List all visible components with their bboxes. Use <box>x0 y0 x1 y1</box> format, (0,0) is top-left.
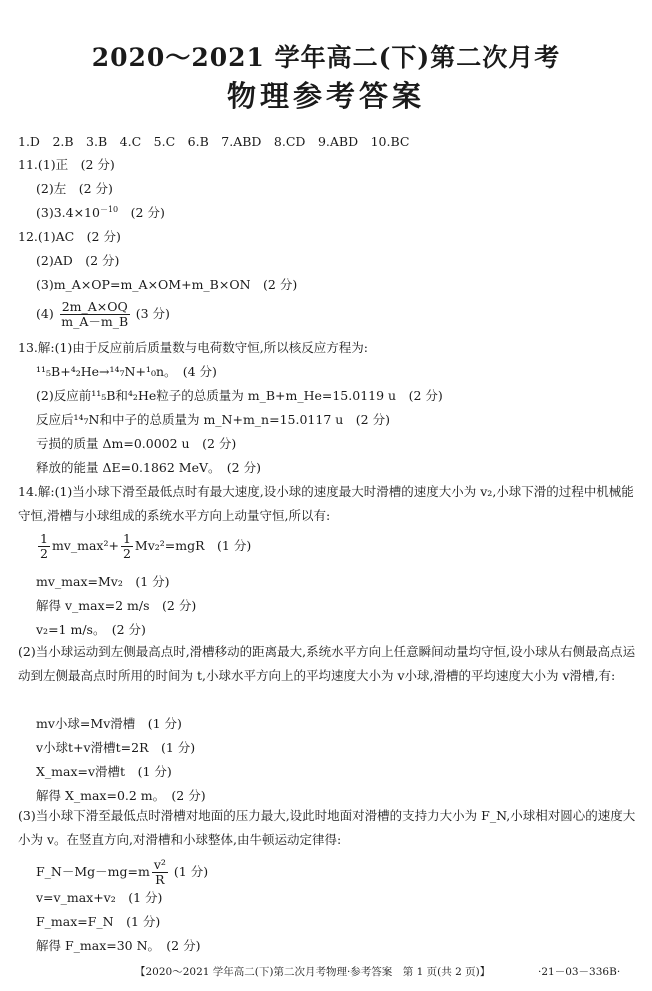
document-code: ·21－03－336B· <box>538 966 621 978</box>
page-footer: 【2020～2021 学年高二(下)第二次月考物理·参考答案 第 1 页(共 2 页)】 <box>135 966 491 978</box>
q14-distance-equation: v小球t+v滑槽t=2R (1 分) <box>36 740 196 755</box>
q14-xmax-equation: X_max=v滑槽t (1 分) <box>36 764 172 779</box>
q14-half-numerator: 1 <box>40 531 48 546</box>
q12-part3: (3)m_A×OP=m_A×OM+m_B×ON (2 分) <box>36 277 298 292</box>
answer-key-heading: 物理参考答案 <box>226 79 425 113</box>
q11-part3-exponent: －10 <box>99 204 119 214</box>
q14-fmax-result: 解得 F_max=30 N。 (2 分) <box>36 938 201 953</box>
q12-part4-numerator: 2m_A×OQ <box>61 299 128 314</box>
q14-half-fraction-2 <box>121 532 133 561</box>
q14-newton-lhs: F_N－Mg－mg=m <box>36 864 150 879</box>
q14-newton-equation <box>36 858 208 887</box>
q14-half-denominator: 2 <box>122 546 131 561</box>
q14-energy-equation <box>36 532 251 561</box>
q14-momentum-equation: mv_max=Mv₂ (1 分) <box>36 574 170 589</box>
q12-part4-score: (3 分) <box>135 306 170 321</box>
q14-half-numerator: 1 <box>122 531 131 546</box>
q14-half-denominator: 2 <box>40 546 48 561</box>
q14-v2-result: v₂=1 m/s。 (2 分) <box>36 622 146 637</box>
q12-part2: (2)AD (2 分) <box>36 253 120 268</box>
q12-part1: 12.(1)AC (2 分) <box>18 229 121 244</box>
q13-reaction-equation: ¹¹₅B+⁴₂He→¹⁴₇N+¹₀n。 (4 分) <box>36 364 217 379</box>
multiple-choice-answers: 1.D 2.B 3.B 4.C 5.C 6.B 7.ABD 8.CD 9.ABD 10.BC <box>18 134 410 149</box>
q14-newton-score: (1 分) <box>173 864 209 879</box>
q14-energy-eq-end: Mv₂²=mgR (1 分) <box>134 538 252 553</box>
q14-newton-fraction <box>152 858 168 887</box>
q14-velocity-sum: v=v_max+v₂ (1 分) <box>36 890 163 905</box>
q11-part1: 11.(1)正 (2 分) <box>18 157 115 172</box>
q14-vmax-result: 解得 v_max=2 m/s (2 分) <box>36 598 197 613</box>
q12-part4 <box>36 300 170 329</box>
q14-part2-text: (2)当小球运动到左侧最高点时,滑槽移动的距离最大,系统水平方向上任意瞬间动量均守恒,设小球从右侧最高点运动到左侧最高点时所用的时间为 t,小球水平方向上的平均速度大小为 v小球,滑槽的平均速度大小为 v滑槽,有: <box>18 644 636 683</box>
q13-mass-after: 反应后¹⁴₇N和中子的总质量为 m_N+m_n=15.0117 u (2 分) <box>36 412 390 427</box>
q14-newton-denominator: R <box>155 872 165 887</box>
q13-energy-released: 释放的能量 ΔE=0.1862 MeV。 (2 分) <box>36 460 261 475</box>
q14-avg-momentum-equation: mv小球=Mv滑槽 (1 分) <box>36 716 182 731</box>
q14-part1-text: 14.解:(1)当小球下滑至最低点时有最大速度,设小球的速度最大时滑槽的速度大小为 v₂,小球下滑的过程中机械能守恒,滑槽与小球组成的系统水平方向上动量守恒,所以有: <box>18 484 634 523</box>
q13-intro: 13.解:(1)由于反应前后质量数与电荷数守恒,所以核反应方程为: <box>18 340 368 355</box>
q14-newton-numerator: v² <box>153 857 166 872</box>
q12-part4-label: (4) <box>36 306 54 321</box>
q13-mass-before: (2)反应前¹¹₅B和⁴₂He粒子的总质量为 m_B+m_He=15.0119 u (2 分) <box>36 388 443 403</box>
q11-part2: (2)左 (2 分) <box>36 181 113 196</box>
q14-xmax-result: 解得 X_max=0.2 m。 (2 分) <box>36 788 206 803</box>
q14-half-fraction-1 <box>38 532 50 561</box>
q11-part3 <box>36 205 165 221</box>
q11-part3-score: (2 分) <box>118 205 165 220</box>
q11-part3-base: (3)3.4×10 <box>36 205 100 220</box>
q14-energy-eq-mid: mv_max²+ <box>51 538 119 553</box>
q12-part4-denominator: m_A－m_B <box>61 314 129 329</box>
q12-part4-fraction <box>60 300 130 329</box>
exam-title: 2020～2021 学年高二(下)第二次月考 <box>91 43 561 72</box>
q14-fmax-equation: F_max=F_N (1 分) <box>36 914 161 929</box>
q14-part3-text: (3)当小球下滑至最低点时滑槽对地面的压力最大,设此时地面对滑槽的支持力大小为 F_N,小球相对圆心的速度大小为 v。在竖直方向,对滑槽和小球整体,由牛顿运动定律得: <box>18 808 636 847</box>
q13-mass-defect: 亏损的质量 Δm=0.0002 u (2 分) <box>36 436 237 451</box>
